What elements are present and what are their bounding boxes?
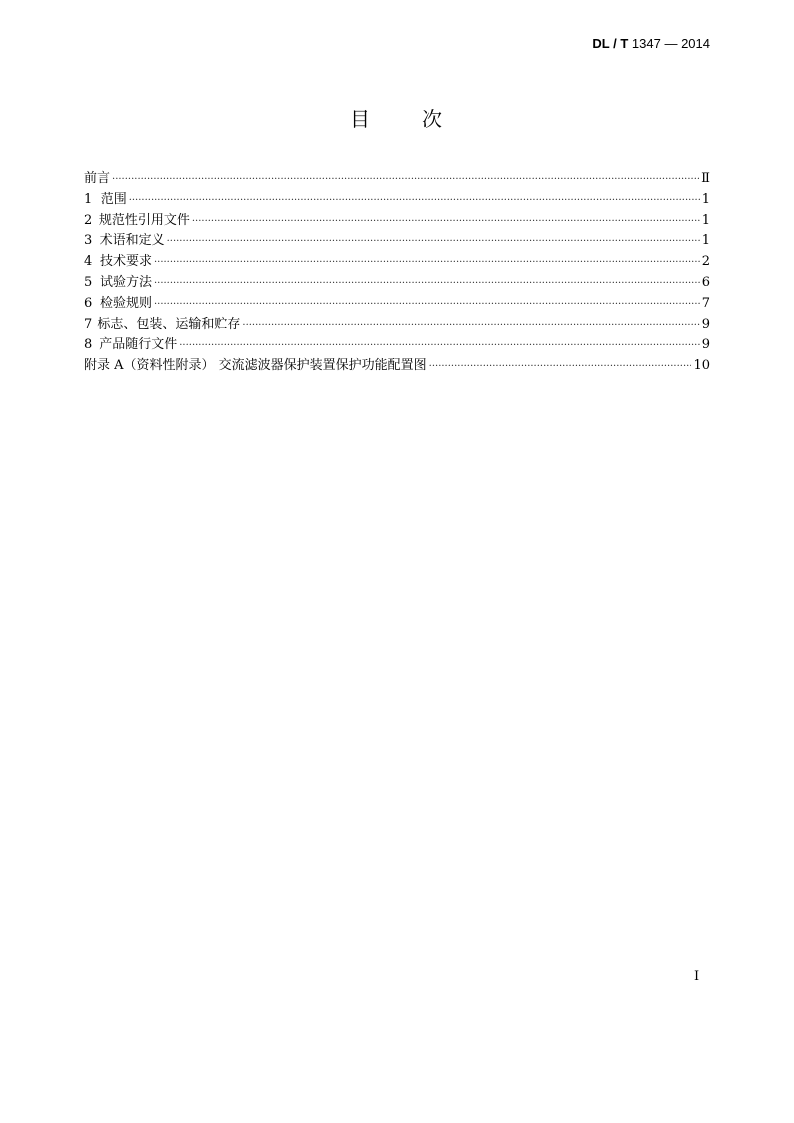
dot-leader bbox=[154, 295, 700, 316]
dot-leader bbox=[154, 274, 700, 295]
standard-number: 1347 — 2014 bbox=[631, 36, 710, 51]
toc-entry-label: 标志、包装、运输和贮存 bbox=[97, 316, 241, 332]
toc-entry-number: 4 bbox=[84, 254, 93, 270]
toc-entry-test-methods[interactable] bbox=[84, 273, 710, 294]
standard-header bbox=[592, 36, 710, 51]
dot-leader bbox=[154, 253, 700, 274]
toc-entry-number: 3 bbox=[84, 233, 93, 249]
toc-entry-label: 规范性引用文件 bbox=[98, 212, 190, 228]
dot-leader bbox=[179, 336, 699, 357]
toc-entry-scope[interactable] bbox=[84, 190, 710, 211]
dot-leader bbox=[242, 316, 699, 337]
toc-entry-inspection-rules[interactable] bbox=[84, 294, 710, 315]
page-number: I bbox=[694, 969, 700, 984]
toc-entry-label: 附录 A（资料性附录） 交流滤波器保护装置保护功能配置图 bbox=[84, 358, 427, 374]
toc-entry-page: 10 bbox=[693, 358, 710, 374]
dot-leader bbox=[167, 232, 700, 253]
title-char-1: 目 bbox=[350, 107, 372, 131]
toc-entry-page: 1 bbox=[701, 212, 710, 228]
toc-entry-page: 6 bbox=[701, 274, 710, 290]
toc-entry-label: 检验规则 bbox=[99, 295, 152, 311]
toc-entry-page: Ⅱ bbox=[701, 171, 710, 186]
toc-entry-label: 前言 bbox=[84, 171, 111, 186]
toc-entry-page: 9 bbox=[701, 337, 710, 353]
toc-entry-number: 2 bbox=[84, 212, 93, 228]
toc-entry-label: 试验方法 bbox=[99, 274, 152, 290]
dot-leader bbox=[192, 212, 700, 233]
toc-entry-label: 产品随行文件 bbox=[99, 337, 178, 353]
page-title bbox=[0, 103, 794, 132]
toc-entry-number: 5 bbox=[84, 274, 93, 290]
toc-entry-terms-definitions[interactable] bbox=[84, 231, 710, 252]
toc-entry-label: 技术要求 bbox=[99, 254, 152, 270]
toc-entry-page: 9 bbox=[701, 316, 710, 332]
toc-entry-technical-requirements[interactable] bbox=[84, 252, 710, 273]
toc-entry-page: 2 bbox=[701, 254, 710, 270]
title-char-2: 次 bbox=[422, 107, 444, 131]
toc-entry-page: 7 bbox=[701, 295, 710, 311]
toc-entry-appendix-a[interactable] bbox=[84, 356, 710, 377]
toc-entry-foreword[interactable] bbox=[84, 169, 710, 190]
dot-leader bbox=[112, 170, 699, 191]
table-of-contents bbox=[84, 169, 710, 377]
toc-entry-number: 7 bbox=[84, 316, 93, 332]
dot-leader bbox=[129, 191, 700, 212]
toc-entry-number: 1 bbox=[84, 191, 93, 207]
toc-entry-label: 术语和定义 bbox=[99, 233, 165, 249]
toc-entry-page: 1 bbox=[701, 233, 710, 249]
toc-entry-marking-packaging[interactable] bbox=[84, 315, 710, 336]
toc-entry-label: 范围 bbox=[100, 191, 127, 207]
toc-entry-number: 8 bbox=[84, 337, 93, 353]
toc-entry-number: 6 bbox=[84, 295, 93, 311]
toc-entry-normative-references[interactable] bbox=[84, 211, 710, 232]
dot-leader bbox=[429, 357, 692, 378]
toc-entry-accompanying-documents[interactable] bbox=[84, 335, 710, 356]
standard-code: DL / T bbox=[592, 36, 629, 51]
toc-entry-page: 1 bbox=[701, 191, 710, 207]
